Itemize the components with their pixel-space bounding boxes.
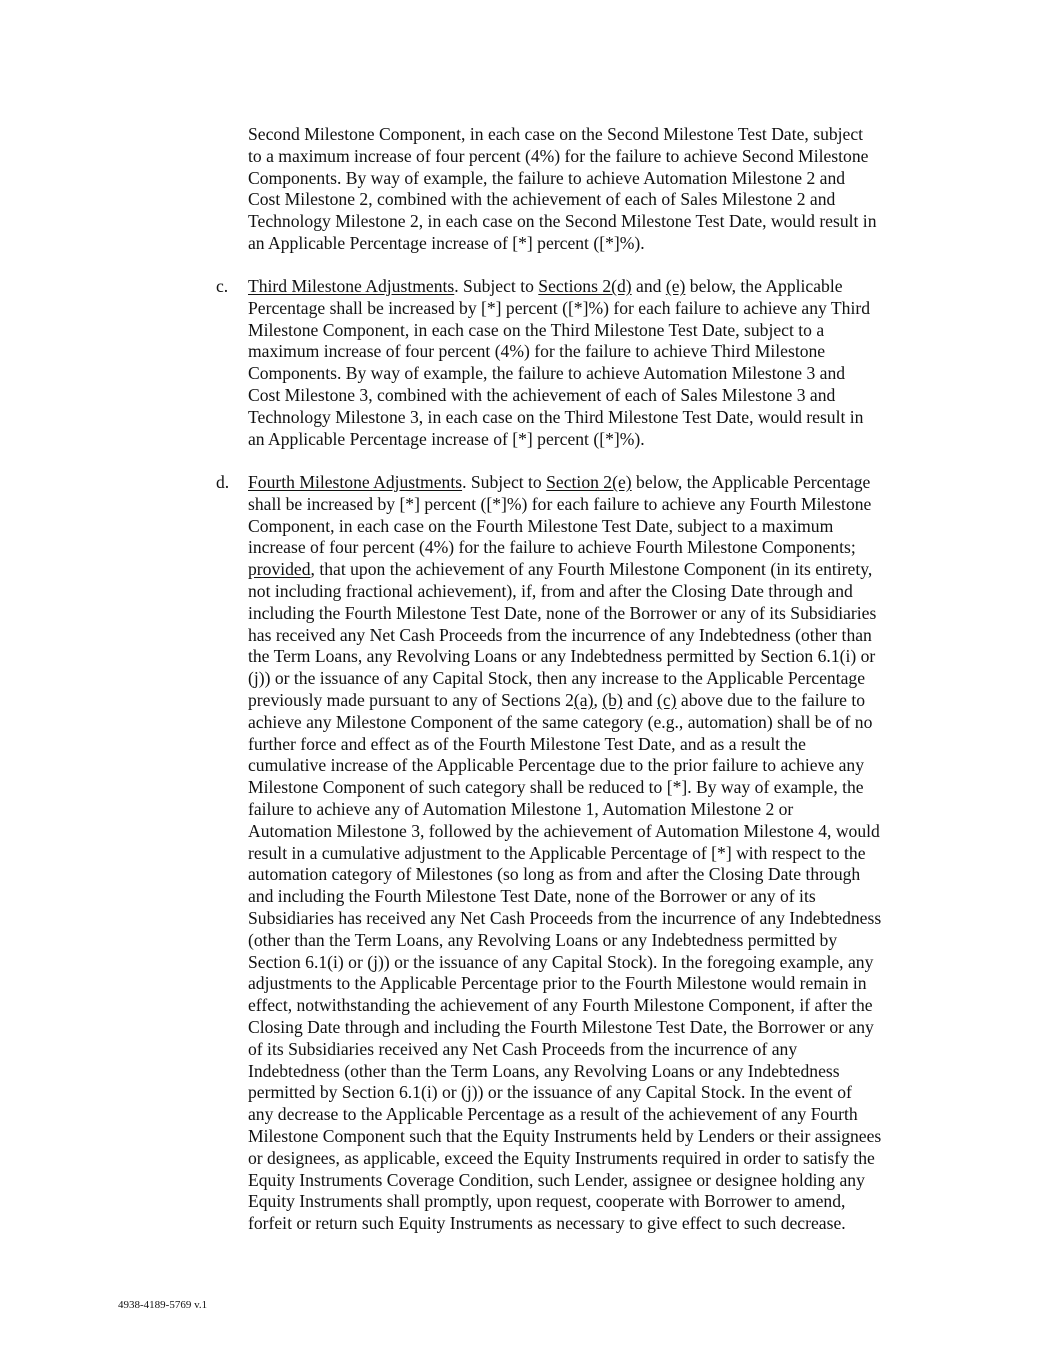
text-line — [248, 1104, 881, 1126]
text-segment: above due to the failure to — [676, 689, 866, 710]
text-line — [248, 930, 881, 952]
text-line — [248, 1213, 881, 1235]
text-segment: forfeit or return such Equity Instruments as necessary to give effect to such decrease. — [248, 1213, 846, 1234]
text-segment: has received any Net Cash Proceeds from the incurrence of any Indebtedness (other than — [248, 624, 872, 645]
text-segment: further force and effect as of the Fourth Milestone Test Date, and as a result the — [248, 733, 806, 754]
text-line — [248, 777, 881, 799]
text-segment: maximum increase of four percent (4%) for the failure to achieve Third Milestone — [248, 341, 826, 362]
text-segment: Automation Milestone 3, followed by the achievement of Automation Milestone 4, would — [248, 820, 880, 841]
text-line — [248, 276, 870, 298]
text-segment: permitted by Section 6.1(i) or (j)) or the issuance of any Capital Stock. In the event of — [248, 1082, 852, 1103]
text-line — [248, 995, 881, 1017]
text-line — [248, 821, 881, 843]
text-segment: Section 6.1(i) or (j)) or the issuance of any Capital Stock). In the foregoing example, any — [248, 951, 874, 972]
text-segment: Technology Milestone 3, in each case on the Third Milestone Test Date, would result in — [248, 406, 864, 427]
text-line — [248, 472, 881, 494]
text-segment: , that upon the achievement of any Fourth Milestone Component (in its entirety, — [310, 559, 873, 580]
text-line — [248, 581, 881, 603]
underlined-reference: Section 2(e) — [546, 472, 632, 492]
text-line — [248, 189, 877, 211]
text-line — [248, 973, 881, 995]
underlined-reference: (e) — [665, 276, 686, 296]
text-segment: or designees, as applicable, exceed the Equity Instruments required in order to satisfy the — [248, 1147, 875, 1168]
text-segment: cumulative increase of the Applicable Percentage due to the prior failure to achieve any — [248, 755, 865, 776]
underlined-reference: Fourth Milestone Adjustments — [248, 472, 463, 492]
text-line — [248, 298, 870, 320]
text-line — [248, 864, 881, 886]
text-line — [248, 494, 881, 516]
text-line — [248, 1191, 881, 1213]
text-line — [248, 843, 881, 865]
text-segment: of its Subsidiaries received any Net Cash Proceeds from the incurrence of any — [248, 1038, 798, 1059]
text-line — [248, 690, 881, 712]
underlined-reference: (a) — [573, 689, 594, 710]
text-line — [248, 755, 881, 777]
text-line — [248, 320, 870, 342]
text-segment: Subsidiaries has received any Net Cash Proceeds from the incurrence of any Indebtedness — [248, 907, 882, 928]
text-segment: Cost Milestone 2, combined with the achievement of each of Sales Milestone 2 and — [248, 189, 836, 210]
text-segment: effect, notwithstanding the achievement of any Fourth Milestone Component, if after the — [248, 995, 873, 1016]
text-segment: below, the Applicable Percentage — [631, 472, 871, 492]
text-segment: Equity Instruments shall promptly, upon request, cooperate with Borrower to amend, — [248, 1191, 846, 1212]
text-line — [248, 952, 881, 974]
text-line — [248, 908, 881, 930]
text-segment: Components. By way of example, the failure to achieve Automation Milestone 3 and — [248, 363, 846, 384]
text-segment: failure to achieve any of Automation Milestone 1, Automation Milestone 2 or — [248, 798, 794, 819]
text-segment: Milestone Component of such category shall be reduced to [*]. By way of example, the — [248, 777, 864, 798]
text-segment: Equity Instruments Coverage Condition, such Lender, assignee or designee holding any — [248, 1169, 865, 1190]
text-line — [248, 712, 881, 734]
item-label-c: c. — [216, 276, 229, 296]
text-line — [248, 559, 881, 581]
text-segment: and — [622, 689, 657, 710]
text-line — [248, 1061, 881, 1083]
text-line — [248, 168, 877, 190]
text-segment: (other than the Term Loans, any Revolving Loans or any Indebtedness permitted by — [248, 929, 838, 950]
text-segment: not including fractional achievement), if, from and after the Closing Date through and — [248, 580, 853, 601]
text-line — [248, 233, 877, 255]
text-segment: an Applicable Percentage increase of [*] percent ([*]%). — [248, 428, 645, 449]
text-segment: previously made pursuant to any of Sections 2 — [248, 689, 574, 710]
text-segment: Cost Milestone 3, combined with the achievement of each of Sales Milestone 3 and — [248, 384, 836, 405]
text-segment: and — [631, 276, 666, 296]
text-segment: the Term Loans, any Revolving Loans or any Indebtedness permitted by Section 6.1(i) or — [248, 646, 876, 667]
text-segment: below, the Applicable — [685, 276, 843, 296]
text-segment: Indebtedness (other than the Term Loans, any Revolving Loans or any Indebtedness — [248, 1060, 840, 1081]
text-segment: Second Milestone Component, in each case on the Second Milestone Test Date, subject — [248, 124, 864, 144]
underlined-reference: Third Milestone Adjustments — [248, 276, 455, 296]
text-segment: shall be increased by [*] percent ([*]%) for each failure to achieve any Fourth Milestone — [248, 493, 872, 514]
text-segment: an Applicable Percentage increase of [*] percent ([*]%). — [248, 232, 645, 253]
text-segment: Components. By way of example, the failure to achieve Automation Milestone 2 and — [248, 167, 846, 188]
text-line — [248, 385, 870, 407]
text-line — [248, 516, 881, 538]
underlined-reference: Sections 2(d) — [538, 276, 632, 296]
document-id-footer: 4938-4189-5769 v.1 — [118, 1299, 208, 1311]
text-segment: . Subject to — [454, 276, 539, 296]
item-label-d: d. — [216, 472, 230, 492]
text-line — [248, 124, 877, 146]
text-line — [248, 1039, 881, 1061]
text-line — [248, 537, 881, 559]
text-line — [248, 1170, 881, 1192]
text-segment: (j)) or the issuance of any Capital Stock, then any increase to the Applicable Percentage — [248, 668, 866, 689]
text-segment: to a maximum increase of four percent (4%) for the failure to achieve Second Milestone — [248, 145, 869, 166]
text-segment: automation category of Milestones (so long as from and after the Closing Date through — [248, 864, 861, 885]
paragraph-b-continuation — [248, 124, 877, 255]
text-line — [248, 429, 870, 451]
text-segment: adjustments to the Applicable Percentage prior to the Fourth Milestone would remain in — [248, 973, 867, 994]
text-line — [248, 603, 881, 625]
text-segment: Component, in each case on the Fourth Milestone Test Date, subject to a maximum — [248, 515, 834, 536]
text-segment: Percentage shall be increased by [*] percent ([*]%) for each failure to achieve any Third — [248, 297, 870, 318]
text-line — [248, 1126, 881, 1148]
text-line — [248, 646, 881, 668]
text-segment: including the Fourth Milestone Test Date, none of the Borrower or any of its Subsidiaries — [248, 602, 877, 623]
text-segment: . Subject to — [462, 472, 547, 492]
text-segment: Technology Milestone 2, in each case on the Second Milestone Test Date, would result in — [248, 211, 877, 232]
text-line — [248, 407, 870, 429]
text-line — [248, 1148, 881, 1170]
text-segment: Milestone Component such that the Equity Instruments held by Lenders or their assignees — [248, 1125, 882, 1146]
text-line — [248, 341, 870, 363]
paragraph-d-fourth-milestone-adjustments — [248, 472, 881, 1235]
text-line — [248, 734, 881, 756]
text-line — [248, 1017, 881, 1039]
underlined-reference: provided — [248, 559, 311, 580]
text-line — [248, 668, 881, 690]
text-segment: result in a cumulative adjustment to the Applicable Percentage of [*] with respect to the — [248, 842, 866, 863]
text-line — [248, 211, 877, 233]
text-segment: and including the Fourth Milestone Test Date, none of the Borrower or any of its — [248, 886, 816, 907]
text-segment: , — [593, 689, 603, 710]
underlined-reference: (c) — [656, 689, 677, 710]
underlined-reference: (b) — [602, 689, 623, 710]
text-line — [248, 146, 877, 168]
text-line — [248, 363, 870, 385]
text-segment: any decrease to the Applicable Percentage as a result of the achievement of any Fourth — [248, 1104, 858, 1125]
text-line — [248, 625, 881, 647]
paragraph-c-third-milestone-adjustments — [248, 276, 870, 450]
text-segment: Closing Date through and including the Fourth Milestone Test Date, the Borrower or any — [248, 1016, 874, 1037]
text-segment: Milestone Component, in each case on the Third Milestone Test Date, subject to a — [248, 319, 825, 340]
text-line — [248, 886, 881, 908]
text-segment: increase of four percent (4%) for the failure to achieve Fourth Milestone Components; — [248, 537, 856, 558]
text-segment: achieve any Milestone Component of the same category (e.g., automation) shall be of no — [248, 711, 873, 732]
text-line — [248, 1082, 881, 1104]
text-line — [248, 799, 881, 821]
